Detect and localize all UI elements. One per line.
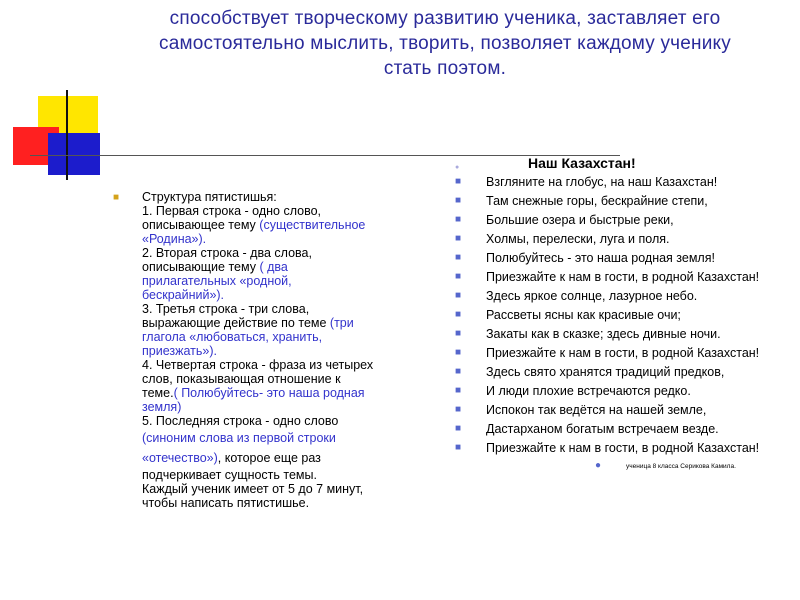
poem-line: ■ И люди плохие встречаются редко. (455, 384, 691, 398)
bullet-icon: ■ (455, 328, 462, 339)
structure-line: описывающие тему ( два (142, 260, 288, 274)
structure-line: прилагательных «родной, (142, 274, 292, 288)
bullet-icon: ■ (455, 366, 462, 377)
structure-line: 1. Первая строка - одно слово, (142, 204, 322, 218)
bullet-icon: ■ (455, 385, 462, 396)
bullet-icon: ■ (455, 233, 462, 244)
poem-line: ■ Испокон так ведётся на нашей земле, (455, 403, 707, 417)
structure-line: выражающие действие по теме (три (142, 316, 354, 330)
structure-line: слов, показывающая отношение к (142, 372, 341, 386)
poem-line: ■ Приезжайте к нам в гости, в родной Казахстан! (455, 270, 760, 284)
structure-line: подчеркивает сущность темы. (142, 468, 317, 482)
bullet-icon: ■ (455, 347, 462, 358)
structure-line: 2. Вторая строка - два слова, (142, 246, 312, 260)
structure-line: земля) (142, 400, 182, 414)
decor-blue-square (48, 133, 100, 175)
bullet-icon: ■ (455, 214, 462, 225)
poem-title: ● Наш Казахстан! (452, 156, 788, 170)
poem-line: ■ Большие озера и быстрые реки, (455, 213, 674, 227)
poem-line: ■ Полюбуйтесь - это наша родная земля! (455, 251, 715, 265)
structure-line: 4. Четвертая строка - фраза из четырех (142, 358, 374, 372)
bullet-icon: ■ (455, 442, 462, 453)
structure-line: описывающее тему (существительное (142, 218, 366, 232)
poem-line: ■ Приезжайте к нам в гости, в родной Казахстан! (455, 441, 760, 455)
decor-vertical-line (66, 90, 68, 180)
bullet-icon: ■ (113, 192, 120, 203)
title-line: способствует творческому развитию ученика, заставляет его (169, 8, 721, 29)
poem-line: ■ Дастарханом богатым встречаем везде. (455, 422, 719, 436)
bullet-icon: ■ (455, 290, 462, 301)
poem-line: ■ Закаты как в сказке; здесь дивные ночи. (455, 327, 721, 341)
structure-line: глагола «любоваться, хранить, (142, 330, 323, 344)
poem-author: ● ученица 8 класса Серикова Камила. (595, 460, 736, 471)
bullet-icon: ■ (455, 271, 462, 282)
poem-line: ■ Приезжайте к нам в гости, в родной Казахстан! (455, 346, 760, 360)
slide-title (95, 6, 795, 81)
structure-line: 3. Третья строка - три слова, (142, 302, 310, 316)
poem-column (452, 156, 788, 474)
structure-line: бескрайний»). (142, 288, 225, 302)
poem-line: ■ Здесь свято хранятся традиций предков, (455, 365, 725, 379)
structure-column (113, 190, 442, 510)
structure-line: (синоним слова из первой строки (142, 431, 336, 445)
bullet-icon: ■ (455, 423, 462, 434)
bullet-icon: ● (595, 460, 602, 471)
bullet-icon: ■ (455, 195, 462, 206)
structure-line: теме.( Полюбуйтесь- это наша родная (142, 386, 365, 400)
bullet-icon: ● (455, 164, 460, 171)
bullet-icon: ■ (455, 309, 462, 320)
title-line: стать поэтом. (383, 58, 507, 79)
bullet-icon: ■ (455, 176, 462, 187)
structure-line: приезжать»). (142, 344, 217, 358)
poem-line: ■ Рассветы ясны как красивые очи; (455, 308, 681, 322)
poem-line: ■ Холмы, перелески, луга и поля. (455, 232, 670, 246)
bullet-icon: ■ (455, 404, 462, 415)
poem-line: ■ Взгляните на глобус, на наш Казахстан! (455, 175, 718, 189)
structure-line: чтобы написать пятистишье. (142, 496, 310, 510)
title-line: самостоятельно мыслить, творить, позволяет каждому ученику (159, 33, 731, 54)
structure-line: «отечество»), которое еще раз (142, 451, 321, 465)
poem-line: ■ Там снежные горы, бескрайние степи, (455, 194, 708, 208)
poem-line: ■ Здесь яркое солнце, лазурное небо. (455, 289, 698, 303)
bullet-icon: ■ (455, 252, 462, 263)
structure-heading: Структура пятистишья: (142, 190, 277, 204)
structure-line: 5. Последняя строка - одно слово (142, 414, 339, 428)
structure-line: «Родина»). (142, 232, 207, 246)
structure-line: Каждый ученик имеет от 5 до 7 минут, (142, 482, 364, 496)
